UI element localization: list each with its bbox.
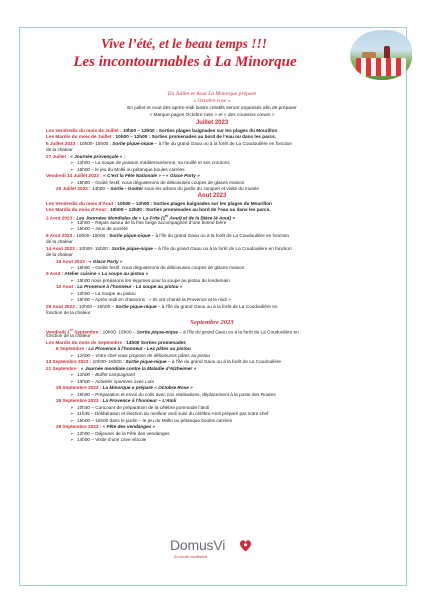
event-text: 14h00 – Visite d’une cave viticole bbox=[77, 437, 147, 443]
arrow-bullet-icon: ➢ bbox=[70, 219, 74, 225]
july-event-line bbox=[46, 128, 277, 134]
event-text: La Provence à l’honneur - bbox=[77, 284, 136, 290]
event-text: 28 Septembre 2023 : bbox=[56, 424, 103, 430]
event-text: 5 Juillet 2023 : bbox=[46, 140, 80, 146]
event-text: Sortie pique-nique bbox=[111, 245, 153, 251]
event-text: 15h00 – Goûté festif, nous dégusterons de délicieuses coupes de glaces maison bbox=[77, 179, 245, 185]
august-event-line bbox=[70, 220, 226, 226]
title-line-1: Vive l’été, et le beau temps !!! bbox=[100, 36, 268, 51]
september-event-line bbox=[70, 392, 276, 398]
month-heading-july: Juillet 2023 bbox=[195, 120, 229, 126]
event-text: 12h00 – Votre chef vous propose de délicieuses pâtes au pistou bbox=[77, 352, 210, 358]
july-event-line bbox=[56, 186, 259, 192]
event-text: 15h00 – le jeu du Molki ou pétanque boules carrées bbox=[77, 166, 185, 172]
event-text: – à l’île du grand Gaou ou à la forêt de La Coudoulière bbox=[166, 359, 282, 365]
event-text: « Journée provençale » : bbox=[70, 153, 126, 159]
event-text: 13 Septembre 2023 : bbox=[46, 359, 93, 365]
event-text: La soupe au pistou » bbox=[135, 284, 183, 290]
event-text: 10h00- 15h00 : bbox=[79, 140, 113, 146]
intro-line-2: « Marque pages Octobre rose » et « des coussins cœurs » bbox=[149, 113, 275, 118]
event-text: 15h00 – Jeux de société bbox=[77, 226, 128, 232]
event-text: Aout) et de la Bière (4 Aout) » bbox=[168, 215, 235, 221]
arrow-bullet-icon: ➢ bbox=[70, 378, 74, 384]
event-text: Sortie - Goûter bbox=[110, 186, 144, 192]
arrow-bullet-icon: ➢ bbox=[70, 411, 74, 417]
event-text: 12h00 – Buffet campagnard bbox=[77, 372, 135, 378]
event-text: 12h00 – Déjeuner de la Fête des vendanges bbox=[77, 430, 170, 436]
event-text: 10 Aout : bbox=[56, 284, 78, 290]
event-text: Atelier cuisine « La soupe au pistou » bbox=[64, 271, 149, 277]
event-text: 27 Juillet : bbox=[46, 153, 71, 159]
arrow-bullet-icon: ➢ bbox=[70, 391, 74, 397]
july-event-line bbox=[46, 154, 125, 160]
event-text: 12h00 – Repas autour de la frite belge accompagnée d’une bonne bière bbox=[77, 219, 227, 225]
september-event-line bbox=[46, 359, 281, 365]
event-text: Septembre : bbox=[72, 329, 103, 335]
arrow-bullet-icon: ➢ bbox=[70, 430, 74, 436]
august-event-line bbox=[46, 201, 272, 207]
event-text: 11h45 – Délibération et élection du meilleur aïoli suivi du célèbre Aïoli préparé par notre chef bbox=[77, 411, 269, 417]
event-text: 10h00 – 12h00 : Sorties promenades au bord de l’eau ou dans les parcs. bbox=[115, 134, 277, 140]
september-event-line bbox=[46, 366, 196, 372]
event-text: Sortie pique-nique bbox=[109, 232, 151, 238]
event-text: 10h00- 15h00 : bbox=[76, 232, 110, 238]
event-text: 10h00 – 15h00 – bbox=[78, 303, 116, 309]
august-event-line bbox=[46, 246, 292, 252]
event-text: Les Mardis du mois d’Aout : bbox=[46, 206, 111, 212]
event-text: 14h00 – bbox=[91, 186, 111, 192]
domusvi-logo bbox=[170, 537, 260, 563]
arrow-bullet-icon: ➢ bbox=[70, 372, 74, 378]
event-text: Sortie pique-nique bbox=[136, 329, 178, 335]
subtitle-line-2: « Octobre rose » bbox=[193, 98, 231, 104]
event-text: Les pâtes au pistou bbox=[146, 346, 191, 352]
september-event-line bbox=[70, 418, 232, 424]
arrow-bullet-icon: ➢ bbox=[70, 179, 74, 185]
arrow-bullet-icon: ➢ bbox=[70, 265, 74, 270]
arrow-bullet-icon: ➢ bbox=[70, 277, 74, 283]
arrow-bullet-icon: ➢ bbox=[70, 297, 74, 303]
august-event-line bbox=[46, 310, 91, 316]
event-text: Les Mardis du mois de Juillet : bbox=[46, 134, 116, 140]
arrow-bullet-icon: ➢ bbox=[70, 404, 74, 410]
september-event-line bbox=[56, 346, 191, 352]
heart-person-icon bbox=[238, 538, 253, 553]
arrow-bullet-icon: ➢ bbox=[70, 437, 74, 443]
event-text: 15h00 – Activités sportives avec Lola bbox=[77, 378, 154, 384]
month-heading-september: Septembre 2023 bbox=[190, 318, 234, 326]
event-text: 29 Aout 2023 : bbox=[46, 303, 79, 309]
event-text: L’Aïoli bbox=[162, 398, 177, 404]
event-text: – à l’île du grand Gaou ou à la forêt de La Coudoulière en fonction bbox=[150, 232, 289, 238]
event-text: 10h00 – 12h00 : Sorties plages baignades sur les plages du Mourillon bbox=[122, 128, 278, 133]
event-text: Les Mardis du mois de Septembre : bbox=[46, 339, 127, 345]
arrow-bullet-icon: ➢ bbox=[70, 166, 74, 172]
event-text: er bbox=[165, 214, 169, 219]
event-text: 2 Aout 2023 : bbox=[46, 215, 77, 221]
event-text: 15h00 nous préparons les légumes pour la soupe au pistou du lendemain bbox=[77, 277, 230, 283]
event-text: 9 Aout : bbox=[46, 271, 65, 277]
september-event-line bbox=[46, 333, 91, 339]
picnic-photo bbox=[350, 30, 412, 80]
event-text: sous les arbres du jardin du Jonquet et visite du musée bbox=[143, 186, 259, 192]
august-event-line bbox=[56, 259, 123, 265]
event-text: 10h00- 15h00 – bbox=[102, 329, 137, 335]
july-event-line bbox=[70, 180, 244, 186]
event-text: 25 Juillet 2023 : bbox=[56, 186, 92, 192]
event-text: 12h00 – La Soupe au pistou bbox=[77, 290, 136, 296]
event-text: 10h30 – Concours de préparation de la célèbre pommade l’aïoli bbox=[77, 404, 210, 410]
event-text: 10h00 – 12h00 : Sorties plages baignades sur les plages du Mourillon bbox=[117, 200, 272, 206]
event-text: 12h00 – La soupe de poisson méditerranéenne, sa rouille et ses croutons bbox=[77, 160, 230, 166]
september-event-line bbox=[56, 385, 193, 391]
subtitle-line-1: En Juillet et Aout La Minorque prépare bbox=[167, 91, 257, 97]
intro-line-1: En juillet et Aout des après-midi loisirs créatifs seront organisés afin de préparer bbox=[127, 106, 297, 111]
arrow-bullet-icon: ➢ bbox=[70, 417, 74, 423]
checkered-tablecloth-shape bbox=[356, 58, 406, 76]
event-text: 15h00 – Goûté festif, nous dégusterons de délicieuses coupes de glaces maison bbox=[77, 265, 245, 270]
event-text: 21 Septembre : bbox=[46, 365, 81, 371]
august-event-line bbox=[70, 226, 128, 232]
arrow-bullet-icon: ➢ bbox=[70, 226, 74, 232]
event-text: er bbox=[69, 327, 73, 332]
event-text: – à l’île du grand Gaou ou à la forêt de La Coudoulière en fonction bbox=[152, 245, 292, 251]
logo-wordmark: DomusVi bbox=[170, 537, 226, 553]
event-text: – à l’île du grand Gaou ou à la forêt de La Coudoulière en fonction bbox=[153, 140, 292, 146]
august-event-line bbox=[46, 252, 73, 258]
september-event-line bbox=[70, 372, 135, 378]
month-heading-august: Aout 2023 bbox=[197, 193, 227, 199]
event-text: 6 Septembre : bbox=[56, 346, 89, 352]
july-event-line bbox=[46, 141, 292, 147]
event-text: Les Vendredis du mois d’Aout : bbox=[46, 200, 118, 206]
event-text: La Provence à l’honneur – bbox=[102, 398, 163, 404]
event-text: Les Vendredis du mois de Juillet : bbox=[46, 128, 123, 133]
event-text: « Fête des vendanges » bbox=[102, 424, 156, 430]
event-text: Les Journées Mondiales de « La Frite (1 bbox=[76, 215, 166, 221]
september-event-line bbox=[70, 379, 154, 385]
september-event-line bbox=[56, 398, 176, 404]
september-event-line bbox=[70, 405, 209, 411]
event-text: « C’est la Fête Nationale » – bbox=[103, 173, 167, 179]
event-text: de la chaleur bbox=[46, 147, 73, 153]
august-event-line bbox=[46, 271, 148, 277]
september-event-line bbox=[70, 353, 210, 359]
event-text: 25 Septembre 2023 : bbox=[56, 385, 103, 391]
logo-tagline: En toute confiance bbox=[174, 554, 208, 559]
august-event-line bbox=[46, 239, 73, 245]
event-text: 16 Aout 2023 : bbox=[56, 258, 89, 264]
event-text: « Glace Party » bbox=[166, 173, 200, 179]
event-text: La Minorque a préparé « Octobre Rose » bbox=[102, 385, 193, 391]
event-text: La Provence à l’honneur - bbox=[88, 346, 147, 352]
august-event-line bbox=[70, 278, 230, 284]
september-event-line bbox=[46, 340, 186, 346]
august-event-line bbox=[46, 233, 289, 239]
event-text: Sortie pique-nique bbox=[125, 359, 167, 365]
august-event-line bbox=[46, 304, 278, 310]
july-event-line bbox=[46, 173, 200, 179]
event-text: 8 Aout 2023 : bbox=[46, 232, 77, 238]
arrow-bullet-icon: ➢ bbox=[70, 160, 74, 166]
event-text: 10h00- 15h00 : bbox=[78, 245, 112, 251]
event-text: fonction de la chaleur bbox=[46, 333, 91, 339]
event-text: Sortie pique-nique bbox=[112, 140, 154, 146]
event-text: de la chaleur bbox=[46, 252, 73, 258]
september-event-line bbox=[70, 411, 268, 417]
event-text: 14 Aout 2023 : bbox=[46, 245, 79, 251]
august-event-line bbox=[70, 297, 231, 303]
september-event-line bbox=[70, 437, 146, 443]
event-text: 10h00 – 12h00 : Sorties promenades au bord de l’eau ou dans les parcs. bbox=[110, 206, 271, 212]
event-text: « Glace Party » bbox=[88, 258, 123, 264]
august-event-line bbox=[70, 265, 244, 271]
september-event-line bbox=[70, 431, 170, 437]
august-event-line bbox=[46, 207, 271, 213]
september-event-line bbox=[56, 424, 155, 430]
event-text: 26 Septembre 2023 : bbox=[56, 398, 103, 404]
event-text: Sortie pique-nique bbox=[115, 303, 157, 309]
event-text: – à l’île du grand Gaou ou à la forêt de La Coudoulière en bbox=[177, 329, 299, 335]
july-event-line bbox=[70, 167, 185, 173]
event-text: – à l’île du grand Gaou ou à la forêt de La Coudoulière en bbox=[156, 303, 278, 309]
event-text: « Journée mondiale contre la Maladie d’Alzheimer » bbox=[80, 365, 197, 371]
august-event-line bbox=[56, 284, 182, 290]
event-text: fonction de la chaleur bbox=[46, 310, 91, 316]
arrow-bullet-icon: ➢ bbox=[70, 290, 74, 296]
event-text: 10h00- 15h00 : bbox=[92, 359, 126, 365]
title-line-2: Les incontournables à La Minorque bbox=[73, 54, 297, 70]
event-text: 14h00 Sorties promenades bbox=[126, 339, 186, 345]
event-text: 15h00 – 15h00 dans le jardin – le jeu du Molki ou pétanque boules carrées bbox=[77, 417, 233, 423]
event-text: 15h00 – Après midi en chansons : « Ils ont chanté la Provence et le midi » bbox=[77, 297, 231, 303]
july-event-line bbox=[70, 160, 230, 166]
event-text: 15h00 – Préparation et envoi du colis avec nos réalisations, déplacement à la poste des Routes bbox=[77, 391, 276, 397]
event-text: Vendredi 1 bbox=[46, 329, 70, 335]
july-event-line bbox=[46, 134, 276, 140]
july-event-line bbox=[46, 147, 73, 153]
event-text: Vendredi 14 Juillet 2023 : bbox=[46, 173, 104, 179]
august-event-line bbox=[70, 291, 136, 297]
event-text: de la chaleur bbox=[46, 239, 73, 245]
arrow-bullet-icon: ➢ bbox=[70, 352, 74, 358]
